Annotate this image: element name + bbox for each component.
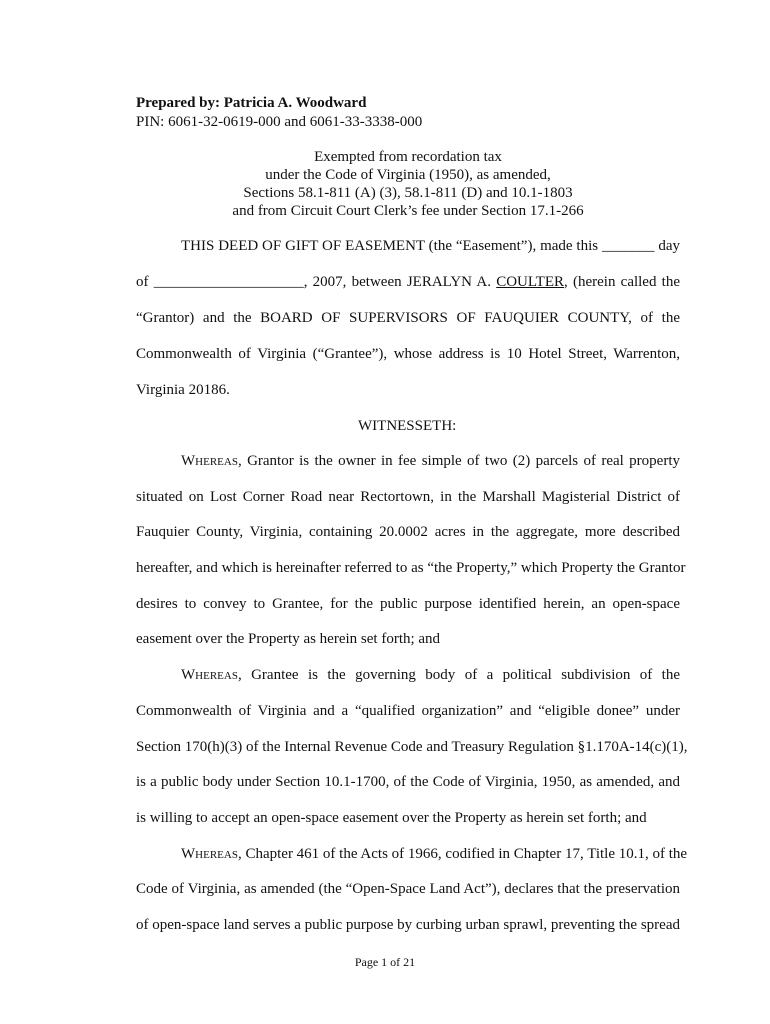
whereas-label: Whereas, bbox=[181, 453, 242, 469]
opening-line-3: “Grantor) and the BOARD OF SUPERVISORS OF FAUQUIER COUNTY, of the bbox=[136, 310, 680, 326]
recital-1-line-3: Fauquier County, Virginia, containing 20.0002 acres in the aggregate, more described bbox=[136, 524, 680, 540]
page-number: Page 1 of 21 bbox=[354, 955, 416, 969]
opening-line-5: Virginia 20186. bbox=[136, 382, 230, 398]
recital-1-line-1-text: Grantor is the owner in fee simple of two (2) parcels of real property bbox=[241, 453, 680, 469]
recital-3-line-1-text: Chapter 461 of the Acts of 1966, codified in Chapter 17, Title 10.1, of the bbox=[241, 846, 688, 862]
recital-3-line-1 bbox=[136, 845, 688, 863]
prepared-by: Prepared by: Patricia A. Woodward bbox=[136, 95, 367, 111]
recital-3-line-2: Code of Virginia, as amended (the “Open-Space Land Act”), declares that the preservation bbox=[136, 881, 680, 897]
recital-2-line-1-text: Grantee is the governing body of a political subdivision of the bbox=[241, 667, 680, 683]
opening-line-2-prefix: of ____________________, 2007, between JERALYN A. bbox=[136, 274, 497, 290]
exemption-line-2: under the Code of Virginia (1950), as amended, bbox=[265, 167, 551, 183]
exemption-line-4: and from Circuit Court Clerk’s fee under Section 17.1-266 bbox=[232, 203, 584, 219]
recital-1-line-2: situated on Lost Corner Road near Rectortown, in the Marshall Magisterial District of bbox=[136, 489, 680, 505]
whereas-label: Whereas, bbox=[181, 667, 242, 683]
grantor-name: COULTER bbox=[496, 274, 564, 290]
whereas-label: Whereas, bbox=[181, 846, 242, 862]
recital-1-line-4: hereafter, and which is hereinafter referred to as “the Property,” which Property the Grantor bbox=[136, 560, 686, 576]
opening-line-1: THIS DEED OF GIFT OF EASEMENT (the “Easement”), made this _______ day bbox=[181, 238, 680, 254]
recital-2-line-5: is willing to accept an open-space easement over the Property as herein set forth; and bbox=[136, 810, 647, 826]
recital-1-line-5: desires to convey to Grantee, for the public purpose identified herein, an open-space bbox=[136, 596, 680, 612]
opening-line-4: Commonwealth of Virginia (“Grantee”), whose address is 10 Hotel Street, Warrenton, bbox=[136, 346, 680, 362]
recital-1-line-6: easement over the Property as herein set forth; and bbox=[136, 631, 441, 647]
pin-numbers: PIN: 6061-32-0619-000 and 6061-33-3338-000 bbox=[136, 114, 423, 130]
recital-2-line-2: Commonwealth of Virginia and a “qualified organization” and “eligible donee” under bbox=[136, 703, 680, 719]
recital-1-line-1 bbox=[136, 452, 680, 470]
exemption-line-1: Exempted from recordation tax bbox=[314, 149, 502, 165]
witnesseth-heading: WITNESSETH: bbox=[358, 418, 457, 434]
recital-2-line-4: is a public body under Section 10.1-1700, of the Code of Virginia, 1950, as amended, and bbox=[136, 774, 680, 790]
exemption-line-3: Sections 58.1-811 (A) (3), 58.1-811 (D) and 10.1-1803 bbox=[243, 185, 573, 201]
opening-line-2-suffix: , (herein called the bbox=[564, 274, 681, 290]
opening-line-2 bbox=[136, 273, 680, 291]
recital-2-line-3: Section 170(h)(3) of the Internal Revenue Code and Treasury Regulation §1.170A-14(c)(1), bbox=[136, 739, 688, 755]
recital-3-line-3: of open-space land serves a public purpose by curbing urban sprawl, preventing the spread bbox=[136, 917, 680, 933]
recital-2-line-1 bbox=[136, 666, 680, 684]
